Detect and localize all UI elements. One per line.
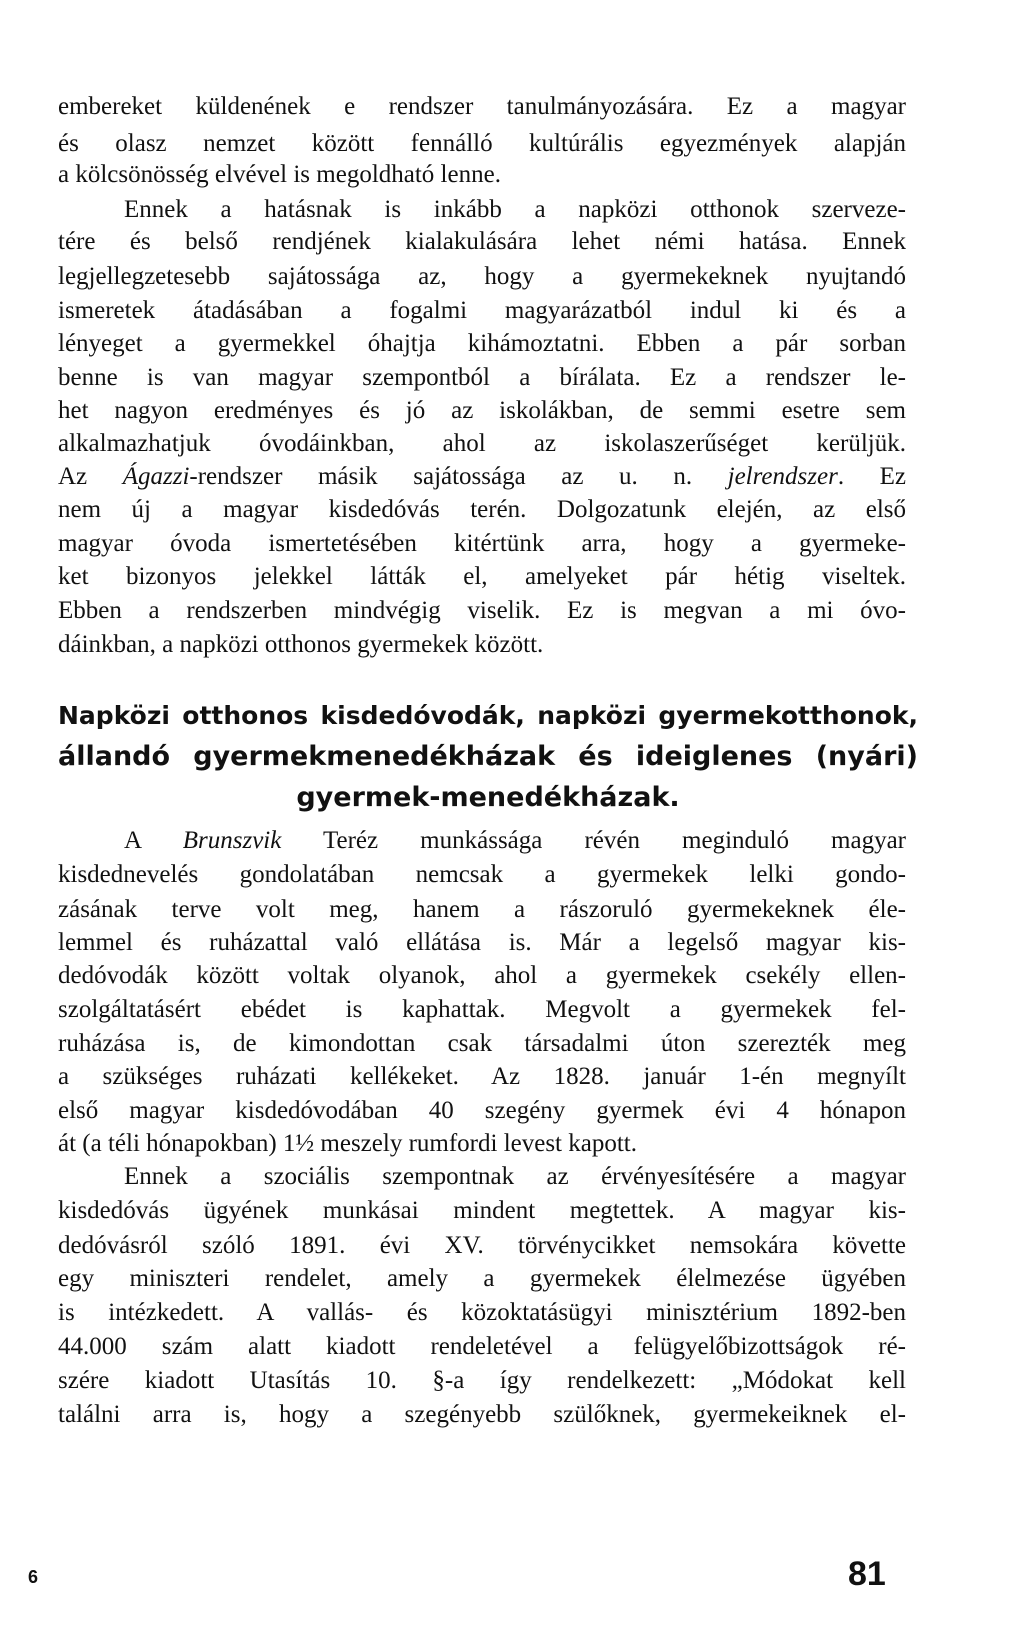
text-line: lényeget a gyermekkel óhajtja kihámoztatni. Ebben a pár sorban: [58, 330, 906, 357]
text-line: Ennek a szociális szempontnak az érvényesítésére a magyar: [124, 1163, 906, 1190]
heading-line: Napközi otthonos kisdedóvodák, napközi gyermekotthonok,: [58, 701, 918, 730]
text-line: het nagyon eredményes és jó az iskolákban, de semmi esetre sem: [58, 397, 906, 424]
text-line: ket bizonyos jelekkel látták el, amelyeket pár hétig viseltek.: [58, 563, 906, 590]
text-line: A Brunszvik Teréz munkássága révén meginduló magyar: [124, 827, 906, 854]
text-line: Ebben a rendszerben mindvégig viselik. Ez is megvan a mi óvo-: [58, 597, 906, 624]
text-line: benne is van magyar szempontból a bírálata. Ez a rendszer le-: [58, 364, 906, 391]
heading-line: állandó gyermekmenedékházak és ideiglenes (nyári): [58, 741, 918, 772]
signature-mark: 6: [28, 1567, 39, 1587]
text-line: Ennek a hatásnak is inkább a napközi otthonok szerveze-: [124, 196, 906, 223]
text-line: első magyar kisdedóvodában 40 szegény gyermek évi 4 hónapon: [58, 1097, 906, 1124]
text-line: embereket küldenének e rendszer tanulmányozására. Ez a magyar: [58, 93, 906, 120]
text-line: kisdedóvás ügyének munkásai mindent megtettek. A magyar kis-: [58, 1197, 906, 1224]
text-line: egy miniszteri rendelet, amely a gyermekek élelmezése ügyében: [58, 1265, 906, 1292]
text-line: és olasz nemzet között fennálló kultúrális egyezmények alapján: [58, 130, 906, 157]
text-line: dedóvásról szóló 1891. évi XV. törvénycikket nemsokára követte: [58, 1232, 906, 1259]
text-line: is intézkedett. A vallás- és közoktatásügyi minisztérium 1892-ben: [58, 1299, 906, 1326]
text-line: ruházása is, de kimondottan csak társadalmi úton szerezték meg: [58, 1030, 906, 1057]
text-line: ismeretek átadásában a fogalmi magyarázatból indul ki és a: [58, 297, 906, 324]
text-line: alkalmazhatjuk óvodáinkban, ahol az iskolaszerűséget kerüljük.: [58, 430, 906, 457]
text-line: nem új a magyar kisdedóvás terén. Dolgozatunk elején, az első: [58, 496, 906, 523]
page-number: 81: [848, 1555, 886, 1593]
heading-line: gyermek-menedékházak.: [296, 782, 680, 813]
text-line: szére kiadott Utasítás 10. §-a így rendelkezett: „Módokat kell: [58, 1367, 906, 1394]
text-line: magyar óvoda ismertetésében kitértünk arra, hogy a gyermeke-: [58, 530, 906, 557]
text-line: tére és belső rendjének kialakulására lehet némi hatása. Ennek: [58, 228, 906, 255]
text-line: Az Ágazzi-rendszer másik sajátossága az u. n. jelrendszer. Ez: [58, 463, 906, 490]
text-line: zásának terve volt meg, hanem a rászoruló gyermekeknek éle-: [58, 896, 906, 923]
text-line: szolgáltatásért ebédet is kaphattak. Megvolt a gyermekek fel-: [58, 996, 906, 1023]
text-line: a kölcsönösség elvével is megoldható lenne.: [58, 161, 501, 188]
text-line: át (a téli hónapokban) 1½ meszely rumfordi levest kapott.: [58, 1130, 637, 1157]
text-line: találni arra is, hogy a szegényebb szülőknek, gyermekeiknek el-: [58, 1401, 906, 1428]
text-line: dedóvodák között voltak olyanok, ahol a gyermekek csekély ellen-: [58, 962, 906, 989]
text-line: legjellegzetesebb sajátossága az, hogy a gyermekeknek nyujtandó: [58, 263, 906, 290]
text-line: dáinkban, a napközi otthonos gyermekek között.: [58, 631, 544, 658]
text-line: 44.000 szám alatt kiadott rendeletével a felügyelőbizottságok ré-: [58, 1333, 906, 1360]
text-line: kisdednevelés gondolatában nemcsak a gyermekek lelki gondo-: [58, 861, 906, 888]
text-line: lemmel és ruházattal való ellátása is. Már a legelső magyar kis-: [58, 929, 906, 956]
text-line: a szükséges ruházati kellékeket. Az 1828. január 1-én megnyílt: [58, 1063, 906, 1090]
